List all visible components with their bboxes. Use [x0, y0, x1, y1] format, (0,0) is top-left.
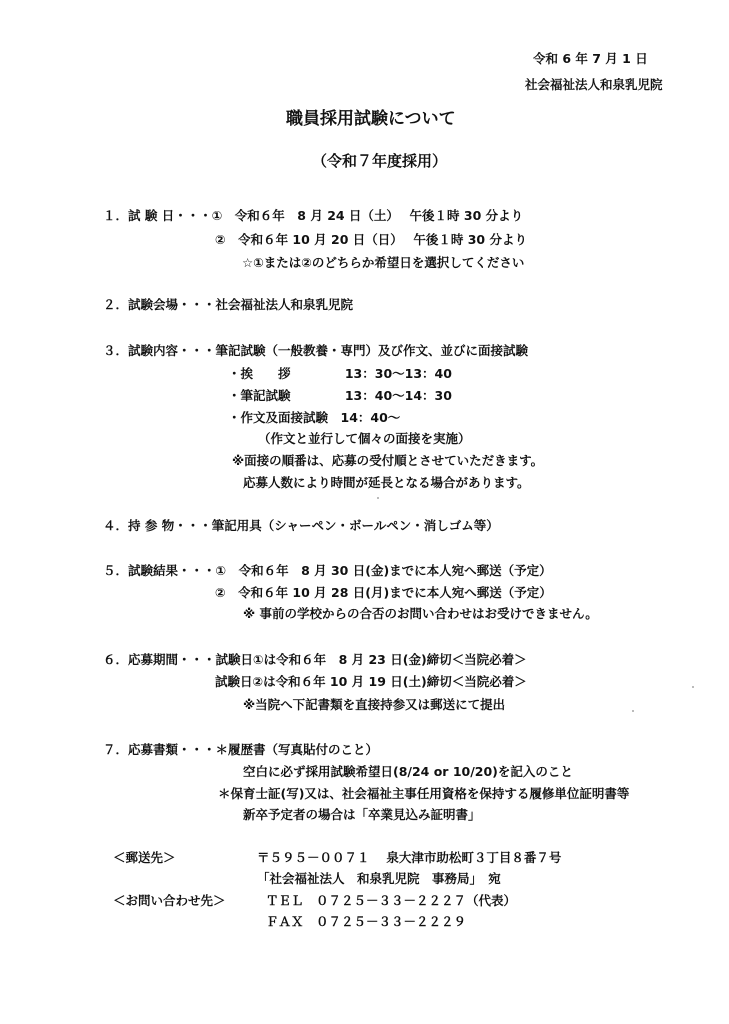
- scan-speck: [632, 710, 634, 712]
- scan-speck: [377, 497, 379, 499]
- scan-speck: [692, 686, 694, 688]
- section-3-note-parallel: （作文と並行して個々の面接を実施）: [258, 431, 471, 446]
- section-5-note: ※ 事前の学校からの合否のお問い合わせはお受けできません。: [243, 606, 598, 621]
- section-3-note-extension: 応募人数により時間が延長となる場合があります。: [243, 475, 530, 490]
- section-1-line-2: ② 令和６年 10 月 20 日（日） 午後１時 30 分より: [215, 232, 527, 247]
- section-7-documents: ７．応募書類・・・＊履歴書（写真貼付のこと）: [103, 742, 379, 757]
- section-1-exam-date: １．試 験 日・・・① 令和６年 8 月 24 日（土） 午後１時 30 分より: [103, 208, 524, 223]
- section-1-note: ☆①または②のどちらか希望日を選択してください: [242, 255, 525, 270]
- tel-number: ＴＥＬ ０７２５－３３－２２２７（代表）: [266, 893, 517, 908]
- section-3-essay-interview: ・作文及面接試験 14：40〜: [228, 410, 401, 425]
- page-subtitle: （令和７年度採用）: [312, 152, 448, 170]
- organization-name: 社会福祉法人和泉乳児院: [525, 77, 663, 92]
- page-title: 職員採用試験について: [286, 109, 456, 129]
- section-2-venue: ２．試験会場・・・社会福祉法人和泉乳児院: [103, 297, 354, 312]
- section-7-line-4: 新卒予定者の場合は「卒業見込み証明書」: [243, 807, 481, 822]
- section-5-results: ５．試験結果・・・① 令和６年 8 月 30 日(金)までに本人宛へ郵送（予定）: [103, 563, 552, 578]
- section-3-note-order: ※面接の順番は、応募の受付順とさせていただきます。: [232, 453, 544, 468]
- section-3-greeting: ・挨 拶 13：30〜13：40: [228, 366, 452, 381]
- section-5-line-2: ② 令和６年 10 月 28 日(月)までに本人宛へ郵送（予定）: [215, 585, 552, 600]
- section-4-belongings: ４．持 参 物・・・筆記用具（シャーペン・ボールペン・消しゴム等）: [103, 518, 499, 533]
- section-7-line-3: ＊保育士証(写)又は、社会福祉主事任用資格を保持する履修単位証明書等: [218, 786, 630, 801]
- mail-addressee: 「社会福祉法人 和泉乳児院 事務局」 宛: [257, 871, 501, 886]
- section-7-line-2: 空白に必ず採用試験希望日(8/24 or 10/20)を記入のこと: [243, 764, 573, 779]
- section-6-note: ※当院へ下記書類を直接持参又は郵送にて提出: [243, 697, 506, 712]
- mail-address: 〒５９５－００７１ 泉大津市助松町３丁目８番７号: [257, 850, 562, 865]
- fax-number: ＦＡＸ ０７２５－３３－２２２９: [266, 914, 467, 929]
- section-3-written-test: ・筆記試験 13：40〜14：30: [228, 388, 452, 403]
- issue-date: 令和 6 年 7 月 1 日: [533, 51, 648, 66]
- inquiry-label: ＜お問い合わせ先＞: [113, 893, 226, 908]
- section-6-application-period: ６．応募期間・・・試験日①は令和６年 8 月 23 日(金)締切＜当院必着＞: [103, 652, 527, 667]
- section-6-line-2: 試験日②は令和６年 10 月 19 日(土)締切＜当院必着＞: [215, 674, 527, 689]
- section-3-content: ３．試験内容・・・筆記試験（一般教養・専門）及び作文、並びに面接試験: [103, 343, 529, 358]
- mail-address-label: ＜郵送先＞: [113, 850, 176, 865]
